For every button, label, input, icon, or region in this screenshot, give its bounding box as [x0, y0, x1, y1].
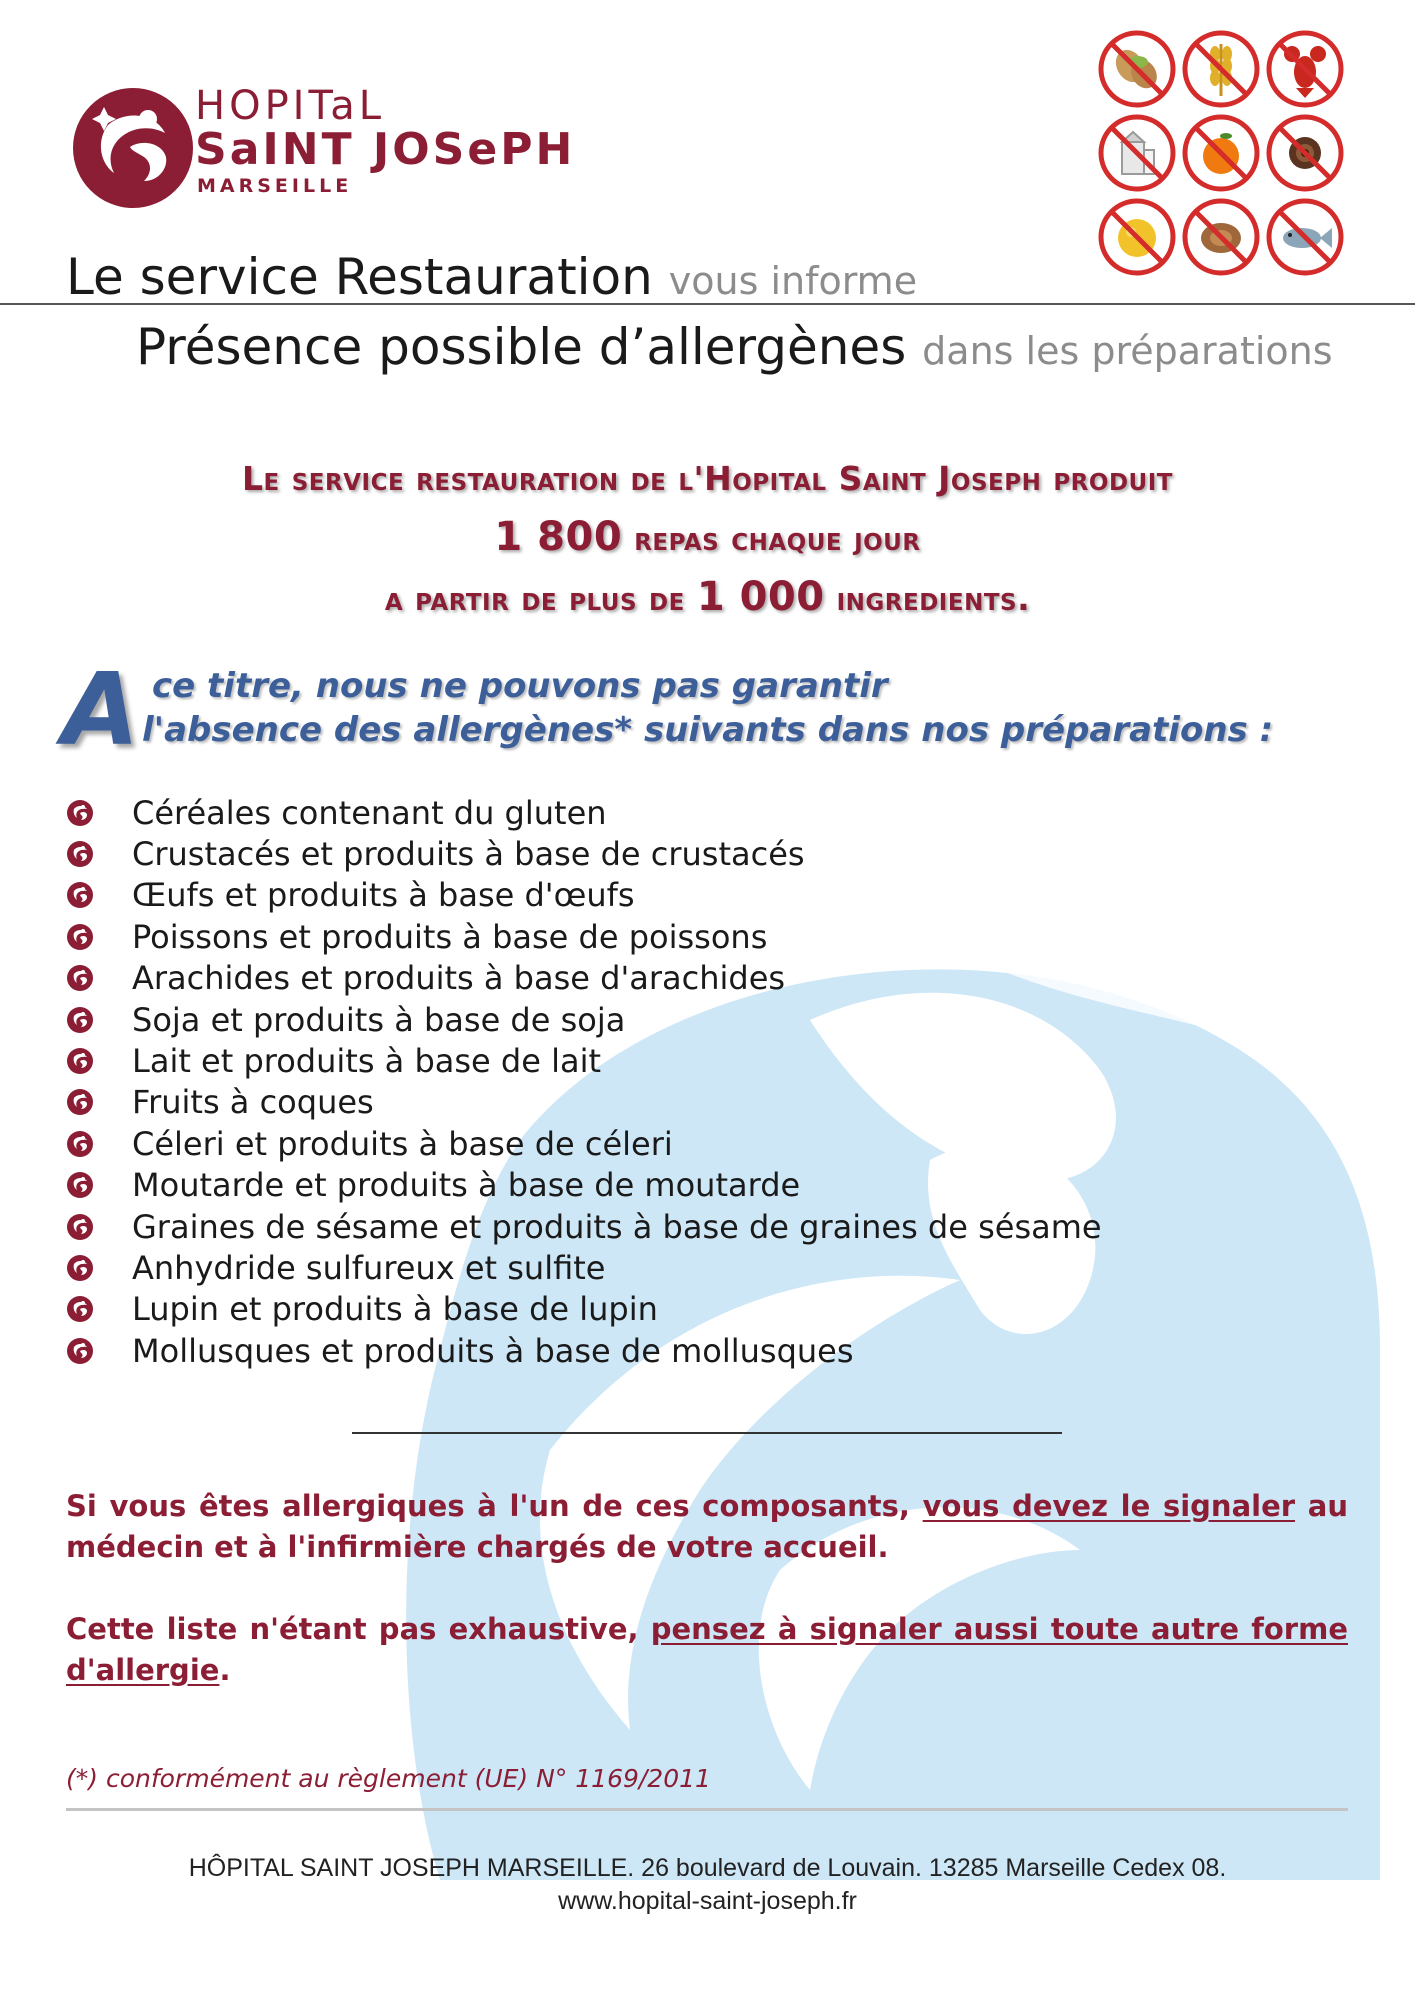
logo-bullet-icon [66, 1213, 94, 1241]
list-item [66, 1165, 1266, 1206]
logo-hopital-text: HOPITaL [195, 83, 386, 129]
list-item [66, 1082, 1266, 1123]
allergen-label: Céleri et produits à base de céleri [132, 1124, 673, 1163]
allergen-label: Soja et produits à base de soja [132, 1000, 626, 1039]
allergen-label: Céréales contenant du gluten [132, 793, 607, 832]
logo-bullet-icon [66, 1254, 94, 1282]
list-item [66, 1040, 1266, 1081]
intro-line-1: ce titre, nous ne pouvons pas garantir [152, 666, 888, 706]
ingredients-text: ingredients. [836, 579, 1031, 618]
list-item [66, 1289, 1266, 1330]
logo-city-text: MARSEILLE [197, 175, 353, 197]
intro-line-2: l'absence des allergènes* suivants dans nos préparations : [142, 710, 1274, 750]
headline-line-1: Le service restauration de l'Hopital Saint Joseph produit [242, 459, 1173, 498]
allergen-label: Lupin et produits à base de lupin [132, 1290, 658, 1329]
allergy-notice-rest: au médecin et à l'infirmière chargés de votre accueil. [66, 1489, 1348, 1564]
egg-icon [1098, 198, 1176, 276]
page-subtitle [136, 318, 1333, 376]
logo-bullet-icon [66, 1088, 94, 1116]
list-item [66, 1330, 1266, 1371]
logo-bullet-icon [66, 840, 94, 868]
list-item [66, 833, 1266, 874]
headline-line-3 [40, 568, 1375, 628]
logo-bullet-icon [66, 1047, 94, 1075]
page-subtitle-small: dans les préparations [922, 329, 1333, 373]
other-allergy-emphasis: pensez à signaler aussi toute autre forme d'allergie [66, 1612, 1348, 1687]
allergy-notice-text: Si vous êtes allergiques à l'un de ces composants, [66, 1489, 910, 1523]
fish-icon [1266, 198, 1344, 276]
allergen-label: Fruits à coques [132, 1083, 374, 1122]
logo-bullet-icon [66, 881, 94, 909]
other-allergy-text: Cette liste n'étant pas exhaustive, [66, 1612, 639, 1646]
other-allergy-notice [66, 1609, 1348, 1691]
ingredients-lead: a partir de plus de [384, 579, 685, 618]
allergen-icon-grid [1098, 30, 1348, 275]
footer-address: HÔPITAL SAINT JOSEPH MARSEILLE. 26 boulevard de Louvain. 13285 Marseille Cedex 08. [188, 1854, 1227, 1882]
intro-statement [62, 651, 1362, 770]
allergen-label: Crustacés et produits à base de crustacés [132, 835, 805, 874]
wheat-icon [1182, 30, 1260, 108]
page-subtitle-main: Présence possible d’allergènes [136, 318, 907, 376]
allergen-label: Graines de sésame et produits à base de graines de sésame [132, 1207, 1102, 1246]
logo-saint-joseph-text: SaINT JOSePH [195, 124, 576, 175]
list-item [66, 916, 1266, 957]
logo-bullet-icon [66, 923, 94, 951]
ingredients-count: 1 000 [696, 574, 825, 620]
list-item [66, 875, 1266, 916]
list-item [66, 792, 1266, 833]
logo-emblem-icon [70, 85, 196, 211]
logo-bullet-icon [66, 799, 94, 827]
footer-website: www.hopital-saint-joseph.fr [558, 1887, 857, 1915]
headline-line-2 [40, 508, 1375, 568]
allergen-label: Moutarde et produits à base de moutarde [132, 1166, 801, 1205]
production-headline [40, 450, 1375, 628]
page-title [66, 248, 917, 306]
allergy-notice-emphasis: vous devez le signaler [922, 1489, 1296, 1523]
list-item [66, 958, 1266, 999]
logo-bullet-icon [66, 1006, 94, 1034]
section-divider [352, 1432, 1062, 1434]
hospital-logo [70, 85, 590, 215]
mollusc-icon [1266, 114, 1344, 192]
meals-count: 1 800 [494, 514, 623, 560]
page-title-main: Le service Restauration [66, 248, 653, 306]
list-item [66, 1206, 1266, 1247]
list-item [66, 1247, 1266, 1288]
logo-bullet-icon [66, 964, 94, 992]
nut-icon [1182, 198, 1260, 276]
allergen-label: Arachides et produits à base d'arachides [132, 959, 786, 998]
logo-bullet-icon [66, 1171, 94, 1199]
allergen-label: Anhydride sulfureux et sulfite [132, 1248, 606, 1287]
other-allergy-end: . [219, 1653, 231, 1687]
intro-dropcap: A [62, 651, 140, 768]
regulation-footnote: (*) conformément au règlement (UE) N° 1169/2011 [66, 1764, 711, 1793]
orange-icon [1182, 114, 1260, 192]
list-item [66, 999, 1266, 1040]
allergen-label: Mollusques et produits à base de mollusques [132, 1331, 854, 1370]
list-item [66, 1123, 1266, 1164]
allergen-label: Œufs et produits à base d'œufs [132, 876, 635, 915]
allergen-label: Poissons et produits à base de poissons [132, 917, 768, 956]
milk-icon [1098, 114, 1176, 192]
footer-divider [66, 1808, 1348, 1811]
peanut-icon [1098, 30, 1176, 108]
lobster-icon [1266, 30, 1344, 108]
logo-bullet-icon [66, 1130, 94, 1158]
meals-text: repas chaque jour [634, 519, 921, 558]
logo-bullet-icon [66, 1337, 94, 1365]
allergen-label: Lait et produits à base de lait [132, 1042, 602, 1081]
allergen-list [66, 792, 1266, 1371]
logo-bullet-icon [66, 1295, 94, 1323]
page-footer [0, 1852, 1415, 1918]
page-title-small: vous informe [668, 259, 918, 303]
allergy-notice [66, 1486, 1348, 1568]
header-divider [0, 303, 1415, 305]
